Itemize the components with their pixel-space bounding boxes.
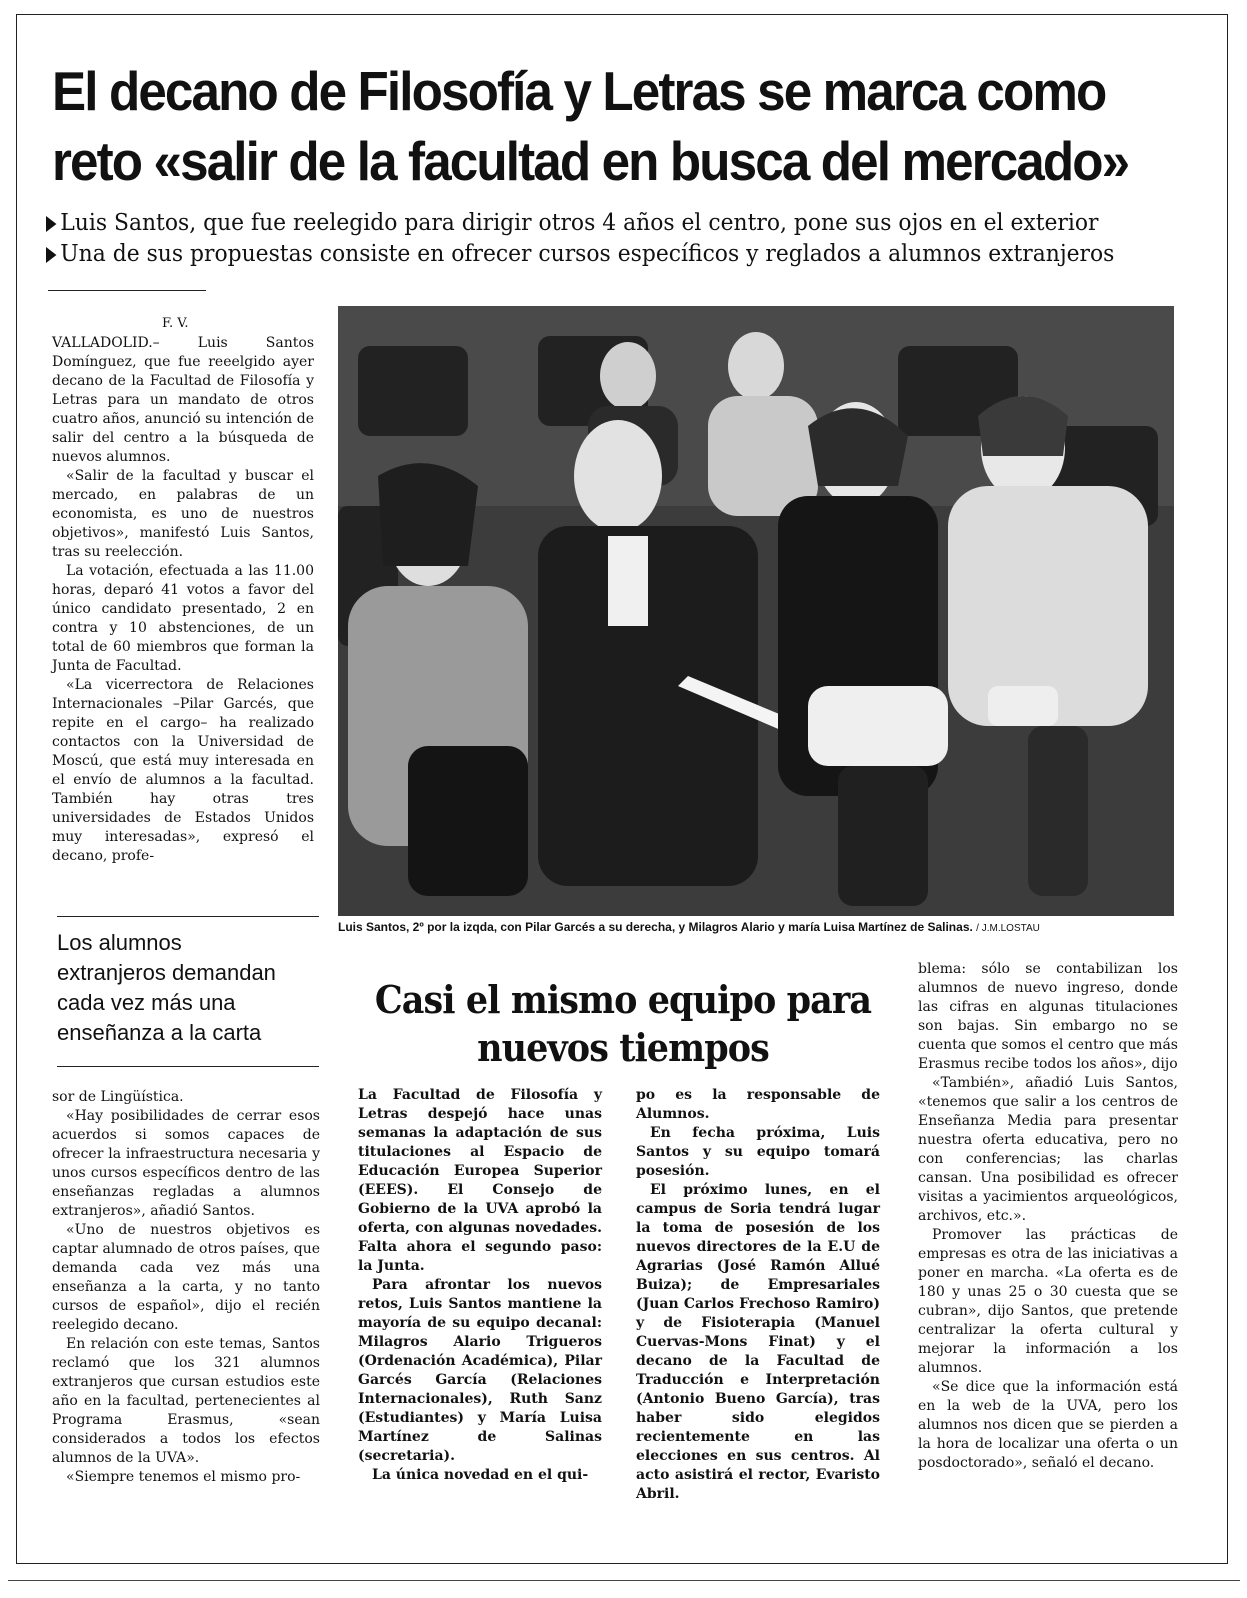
paragraph: po es la responsable de Alumnos. [636, 1087, 880, 1122]
column-1-bottom [52, 1088, 320, 1487]
pullquote [57, 928, 319, 1048]
paragraph: El próximo lunes, en el campus de Soria tendrá lugar la toma de posesión de los nuevos directores de la E.U de Agrarias (José Ramón Allué Buiza); de Empresariales (Juan Carlos Frechoso Ramiro) y de Fisioterapia (Manuel Cuervas-Mons Finat) y el decano de la Facultad de Traducción e Interpretación (Antonio Bueno García), tras haber sido elegidos recientemente en las elecciones en sus centros. Al acto asistirá el rector, Evaristo Abril. [636, 1182, 880, 1502]
subhead-1 [46, 208, 1158, 239]
column-4 [918, 960, 1178, 1473]
triangle-bullet-icon [46, 247, 56, 263]
pullquote-line: enseñanza a la carta [57, 1020, 262, 1045]
column-1-top [52, 334, 314, 866]
paragraph: blema: sólo se contabilizan los alumnos de nuevo ingreso, donde las cifras en algunas titulaciones son bajas. Sin embargo no se cuenta que somos el centro que más Erasmus recibe todos los años», dijo [918, 961, 1178, 1072]
pullquote-line: Los alumnos [57, 930, 182, 955]
paragraph: La Facultad de Filosofía y Letras despejó hace unas semanas la adaptación de sus titulaciones al Espacio de Educación Europea Superior (EEES). El Consejo de Gobierno de la UVA aprobó la oferta, con algunas novedades. Falta ahora el segundo paso: la Junta. [358, 1087, 602, 1274]
paragraph: La votación, efectuada a las 11.00 horas, deparó 41 votos a favor del único candidato presentado, 2 en contra y 10 abstenciones, de un total de 60 miembros que forman la Junta de Facultad. [52, 563, 314, 674]
photo-caption-text: Luis Santos, 2º por la izqda, con Pilar Garcés a su derecha, y Milagros Alario y maría Luisa Martínez de Salinas. [338, 920, 973, 934]
sub-headline-line-2: nuevos tiempos [477, 1025, 769, 1070]
paragraph: «La vicerrectora de Relaciones Internacionales –Pilar Garcés, que repite en el cargo– ha realizado contactos con la Universidad de Moscú, que está muy interesada en el envío de alumnos a la facultad. También hay otras tres universidades de Estados Unidos muy interesadas», expresó el decano, profe- [52, 677, 314, 864]
headline-line-2: reto «salir de la facultad en busca del mercado» [52, 130, 1129, 192]
photo-caption [338, 920, 1178, 934]
photo-illustration [338, 306, 1174, 916]
column-3 [636, 1086, 880, 1504]
paragraph: «Se dice que la información está en la web de la UVA, pero los alumnos nos dicen que se pierden a la hora de localizar una oferta o un posdoctorado», señaló el decano. [918, 1379, 1178, 1471]
paragraph: Promover las prácticas de empresas es otra de las iniciativas a poner en marcha. «La oferta es de 180 y unas 25 o 30 cuesta que se cubran», dijo Santos, que pretende centralizar la oferta cultural y mejorar la información a los alumnos. [918, 1227, 1178, 1376]
pullquote-line: cada vez más una [57, 990, 236, 1015]
subhead-2 [46, 239, 1158, 270]
photo-credit: / J.M.LOSTAU [976, 923, 1040, 934]
pullquote-line: extranjeros demandan [57, 960, 276, 985]
sub-headline [361, 976, 885, 1072]
paragraph: «Uno de nuestros objetivos es captar alumnado de otros países, que demanda cada vez más una enseñanza a la carta, y no tanto cursos de español», dijo el recién reelegido decano. [52, 1222, 320, 1333]
triangle-bullet-icon [46, 216, 56, 232]
article-photo [338, 306, 1174, 916]
subhead-1-text: Luis Santos, que fue reelegido para dirigir otros 4 años el centro, pone sus ojos en el exterior [60, 210, 1099, 236]
paragraph: En relación con este temas, Santos reclamó que los 321 alumnos extranjeros que cursan estudios este año en la facultad, pertenecientes al Programa Erasmus, «sean considerados a todos los efectos alumnos de la UVA». [52, 1336, 320, 1466]
paragraph: «Salir de la facultad y buscar el mercado, en palabras de un economista, es uno de nuestros objetivos», manifestó Luis Santos, tras su reelección. [52, 468, 314, 560]
subhead-2-text: Una de sus propuestas consiste en ofrecer cursos específicos y reglados a alumnos extranjeros [60, 241, 1115, 267]
paragraph: Para afrontar los nuevos retos, Luis Santos mantiene la mayoría de su equipo decanal: Milagros Alario Trigueros (Ordenación Académica), Pilar Garcés García (Relaciones Internacionales), Ruth Sanz (Estudiantes) y María Luisa Martínez de Salinas (secretaria). [358, 1277, 602, 1464]
headline [52, 56, 1131, 196]
page-bottom-rule [8, 1580, 1240, 1581]
paragraph: «Hay posibilidades de cerrar esos acuerdos si somos capaces de ofrecer la infraestructura necesaria y unos cursos específicos dentro de las enseñanzas regladas a alumnos extranjeros», añadió Santos. [52, 1108, 320, 1219]
pullquote-top-rule [57, 916, 319, 917]
sub-headline-line-1: Casi el mismo equipo para [374, 977, 872, 1022]
column-2 [358, 1086, 602, 1485]
pullquote-bottom-rule [57, 1066, 319, 1067]
paragraph: «También», añadió Luis Santos, «tenemos que salir a los centros de Enseñanza Media para presentar nuestra oferta educativa, pero no con conferencias; las charlas cansan. Una posibilidad es ofrecer visitas a yacimientos arqueológicos, archivos, etc.». [918, 1075, 1178, 1224]
paragraph: «Siempre tenemos el mismo pro- [66, 1469, 301, 1485]
paragraph: VALLADOLID.– Luis Santos Domínguez, que fue reeelgido ayer decano de la Facultad de Filosofía y Letras para un mandato de otros cuatro años, anunció su intención de salir del centro a la búsqueda de nuevos alumnos. [52, 335, 314, 465]
paragraph: En fecha próxima, Luis Santos y su equipo tomará posesión. [636, 1125, 880, 1179]
paragraph: La única novedad en el qui- [372, 1467, 589, 1483]
headline-line-1: El decano de Filosofía y Letras se marca como [52, 60, 1106, 122]
byline-rule [48, 290, 206, 291]
byline: F. V. [162, 316, 189, 331]
subheads [46, 208, 1216, 270]
paragraph: sor de Lingüística. [52, 1089, 184, 1105]
